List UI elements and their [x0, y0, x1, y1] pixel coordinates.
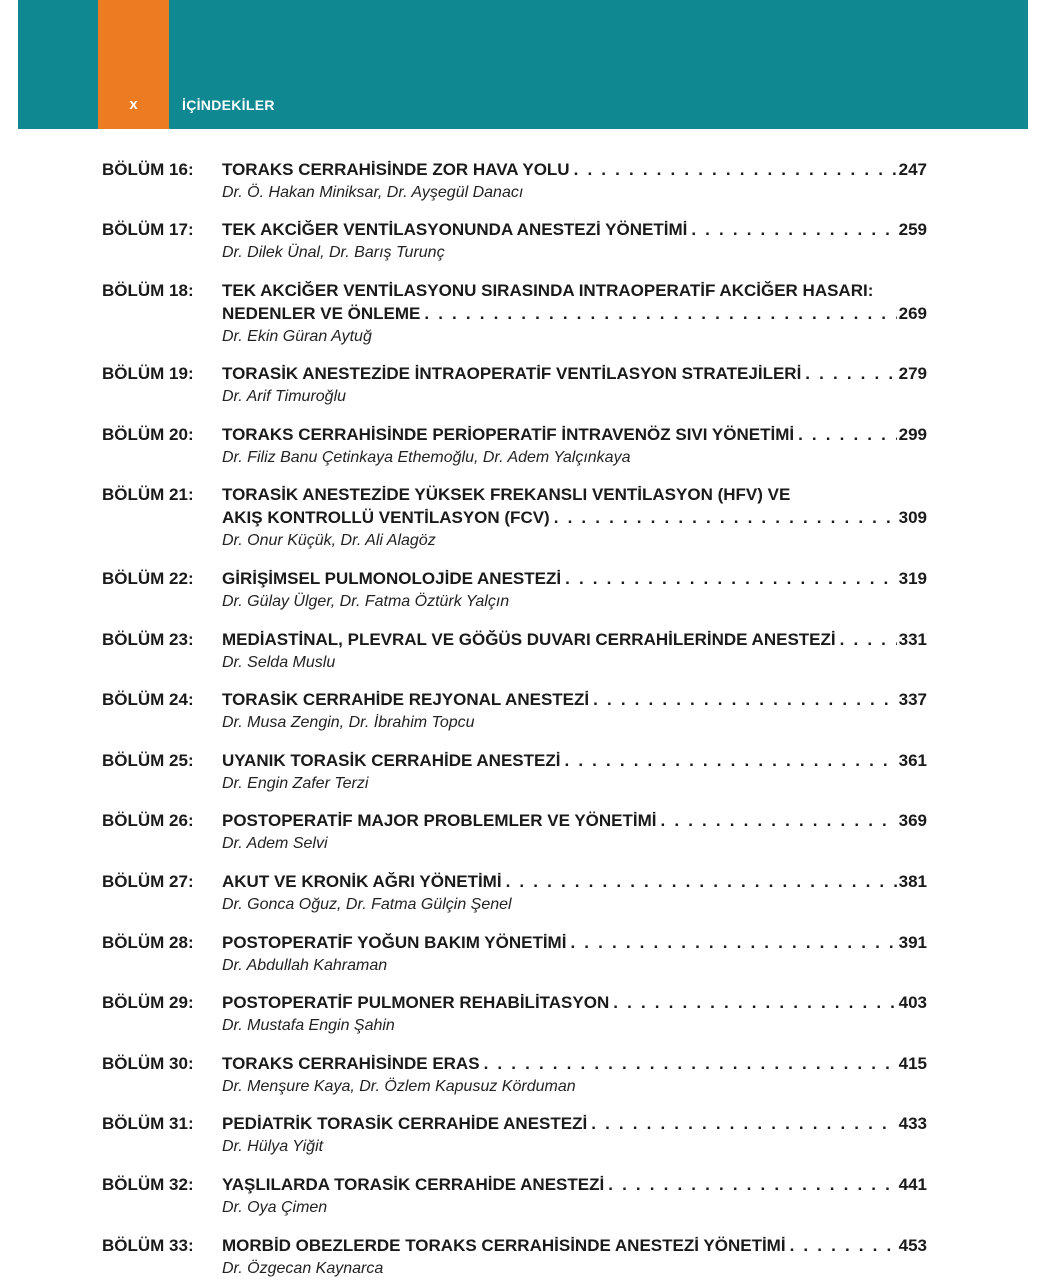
dot-leader	[564, 749, 896, 772]
dot-leader	[661, 809, 897, 832]
page-reference: 279	[898, 364, 927, 383]
page-reference: 453	[898, 1236, 927, 1255]
chapter-title: YAŞLILARDA TORASİK CERRAHİDE ANESTEZİ	[222, 1175, 605, 1194]
chapter-title-line	[222, 749, 927, 772]
chapter-title-line	[222, 991, 927, 1014]
chapter-number: BÖLÜM 26:	[102, 811, 194, 830]
chapter-title-line	[222, 302, 927, 325]
chapter-number: BÖLÜM 19:	[102, 364, 194, 383]
dot-leader	[484, 1052, 897, 1075]
dot-leader	[424, 302, 896, 325]
chapter-authors: Dr. Engin Zafer Terzi	[222, 775, 369, 792]
chapter-title: TEK AKCİĞER VENTİLASYONU SIRASINDA INTRAOPERATİF AKCİĞER HASARI:	[222, 281, 874, 300]
chapter-authors: Dr. Ö. Hakan Miniksar, Dr. Ayşegül Danacı	[222, 184, 524, 201]
chapter-title: TORAKS CERRAHİSİNDE ZOR HAVA YOLU	[222, 160, 570, 179]
chapter-title: PEDİATRİK TORASİK CERRAHİDE ANESTEZİ	[222, 1114, 588, 1133]
chapter-number: BÖLÜM 28:	[102, 933, 194, 952]
chapter-title-line	[222, 1234, 927, 1257]
dot-leader	[554, 506, 897, 529]
chapter-title-line	[222, 158, 927, 181]
chapter-number: BÖLÜM 18:	[102, 281, 194, 300]
chapter-title-line	[222, 809, 927, 832]
chapter-authors: Dr. Gülay Ülger, Dr. Fatma Öztürk Yalçın	[222, 593, 510, 610]
page-reference: 381	[898, 872, 927, 891]
dot-leader	[593, 688, 897, 711]
chapter-title: TORAKS CERRAHİSİNDE ERAS	[222, 1054, 480, 1073]
chapter-title-line	[222, 362, 927, 385]
page-reference: 403	[898, 993, 927, 1012]
chapter-title-line	[222, 218, 927, 241]
chapter-number: BÖLÜM 21:	[102, 485, 194, 504]
chapter-title-line	[222, 870, 927, 893]
chapter-title: TORASİK ANESTEZİDE YÜKSEK FREKANSLI VENTİLASYON (HFV) VE	[222, 485, 791, 504]
chapter-title: POSTOPERATİF MAJOR PROBLEMLER VE YÖNETİMİ	[222, 811, 657, 830]
section-title: İÇİNDEKİLER	[182, 97, 275, 113]
dot-leader	[691, 218, 896, 241]
dot-leader	[574, 158, 897, 181]
page-reference: 269	[898, 304, 927, 323]
chapter-authors: Dr. Adem Selvi	[222, 835, 328, 852]
chapter-number: BÖLÜM 33:	[102, 1236, 194, 1255]
chapter-title: MORBİD OBEZLERDE TORAKS CERRAHİSİNDE ANESTEZİ YÖNETİMİ	[222, 1236, 786, 1255]
chapter-number: BÖLÜM 30:	[102, 1054, 194, 1073]
chapter-authors: Dr. Filiz Banu Çetinkaya Ethemoğlu, Dr. Adem Yalçınkaya	[222, 449, 631, 466]
dot-leader	[798, 423, 897, 446]
chapter-title: TORAKS CERRAHİSİNDE PERİOPERATİF İNTRAVENÖZ SIVI YÖNETİMİ	[222, 425, 795, 444]
chapter-authors: Dr. Oya Çimen	[222, 1199, 328, 1216]
dot-leader	[608, 1173, 896, 1196]
chapter-number: BÖLÜM 31:	[102, 1114, 194, 1133]
page-reference: 309	[898, 508, 927, 527]
chapter-authors: Dr. Menşure Kaya, Dr. Özlem Kapusuz Körduman	[222, 1078, 576, 1095]
chapter-title-line	[222, 931, 927, 954]
chapter-title: UYANIK TORASİK CERRAHİDE ANESTEZİ	[222, 751, 561, 770]
chapter-title-line	[222, 1052, 927, 1075]
dot-leader	[805, 362, 896, 385]
chapter-number: BÖLÜM 32:	[102, 1175, 194, 1194]
page-reference: 331	[898, 630, 927, 649]
chapter-authors: Dr. Mustafa Engin Şahin	[222, 1017, 395, 1034]
chapter-title: POSTOPERATİF PULMONER REHABİLİTASYON	[222, 993, 610, 1012]
chapter-number: BÖLÜM 23:	[102, 630, 194, 649]
chapter-title-line	[222, 567, 927, 590]
page-reference: 391	[898, 933, 927, 952]
chapter-title: MEDİASTİNAL, PLEVRAL VE GÖĞÜS DUVARI CERRAHİLERİNDE ANESTEZİ	[222, 630, 836, 649]
chapter-number: BÖLÜM 24:	[102, 690, 194, 709]
chapter-number: BÖLÜM 27:	[102, 872, 194, 891]
chapter-authors: Dr. Musa Zengin, Dr. İbrahim Topcu	[222, 714, 475, 731]
dot-leader	[790, 1234, 897, 1257]
chapter-title: TORASİK ANESTEZİDE İNTRAOPERATİF VENTİLASYON STRATEJİLERİ	[222, 364, 802, 383]
chapter-title: AKIŞ KONTROLLÜ VENTİLASYON (FCV)	[222, 508, 550, 527]
page-reference: 247	[898, 160, 927, 179]
chapter-title-line	[222, 1112, 927, 1135]
page-reference: 433	[898, 1114, 927, 1133]
page-reference: 415	[898, 1054, 927, 1073]
chapter-title: TORASİK CERRAHİDE REJYONAL ANESTEZİ	[222, 690, 590, 709]
chapter-number: BÖLÜM 25:	[102, 751, 194, 770]
chapter-title: GİRİŞİMSEL PULMONOLOJİDE ANESTEZİ	[222, 569, 562, 588]
chapter-title-line	[222, 1173, 927, 1196]
chapter-title: POSTOPERATİF YOĞUN BAKIM YÖNETİMİ	[222, 933, 567, 952]
dot-leader	[506, 870, 897, 893]
chapter-title: NEDENLER VE ÖNLEME	[222, 304, 421, 323]
chapter-title: AKUT VE KRONİK AĞRI YÖNETİMİ	[222, 872, 502, 891]
chapter-title: TEK AKCİĞER VENTİLASYONUNDA ANESTEZİ YÖNETİMİ	[222, 220, 688, 239]
chapter-authors: Dr. Özgecan Kaynarca	[222, 1260, 384, 1277]
chapter-number: BÖLÜM 16:	[102, 160, 194, 179]
chapter-title-line	[222, 628, 927, 651]
chapter-title-line	[222, 423, 927, 446]
header-band	[18, 0, 1028, 129]
dot-leader	[570, 931, 896, 954]
chapter-title-line	[222, 483, 927, 506]
chapter-authors: Dr. Gonca Oğuz, Dr. Fatma Gülçin Şenel	[222, 896, 512, 913]
dot-leader	[613, 991, 896, 1014]
chapter-title-line	[222, 279, 927, 302]
chapter-authors: Dr. Selda Muslu	[222, 654, 336, 671]
dot-leader	[565, 567, 897, 590]
page-reference: 259	[898, 220, 927, 239]
page-reference: 319	[898, 569, 927, 588]
chapter-title-line	[222, 506, 927, 529]
chapter-number: BÖLÜM 22:	[102, 569, 194, 588]
chapter-authors: Dr. Abdullah Kahraman	[222, 957, 388, 974]
dot-leader	[840, 628, 897, 651]
dot-leader	[591, 1112, 896, 1135]
chapter-number: BÖLÜM 20:	[102, 425, 194, 444]
chapter-authors: Dr. Onur Küçük, Dr. Ali Alagöz	[222, 532, 436, 549]
page-reference: 441	[898, 1175, 927, 1194]
chapter-authors: Dr. Ekin Güran Aytuğ	[222, 328, 372, 345]
page-number: x	[129, 96, 138, 113]
page-reference: 299	[898, 425, 927, 444]
chapter-number: BÖLÜM 17:	[102, 220, 194, 239]
chapter-title-line	[222, 688, 927, 711]
page-reference: 337	[898, 690, 927, 709]
chapter-authors: Dr. Arif Timuroğlu	[222, 388, 347, 405]
page-reference: 361	[898, 751, 927, 770]
chapter-number: BÖLÜM 29:	[102, 993, 194, 1012]
chapter-authors: Dr. Hülya Yiğit	[222, 1138, 324, 1155]
page-reference: 369	[898, 811, 927, 830]
chapter-authors: Dr. Dilek Ünal, Dr. Barış Turunç	[222, 244, 445, 261]
